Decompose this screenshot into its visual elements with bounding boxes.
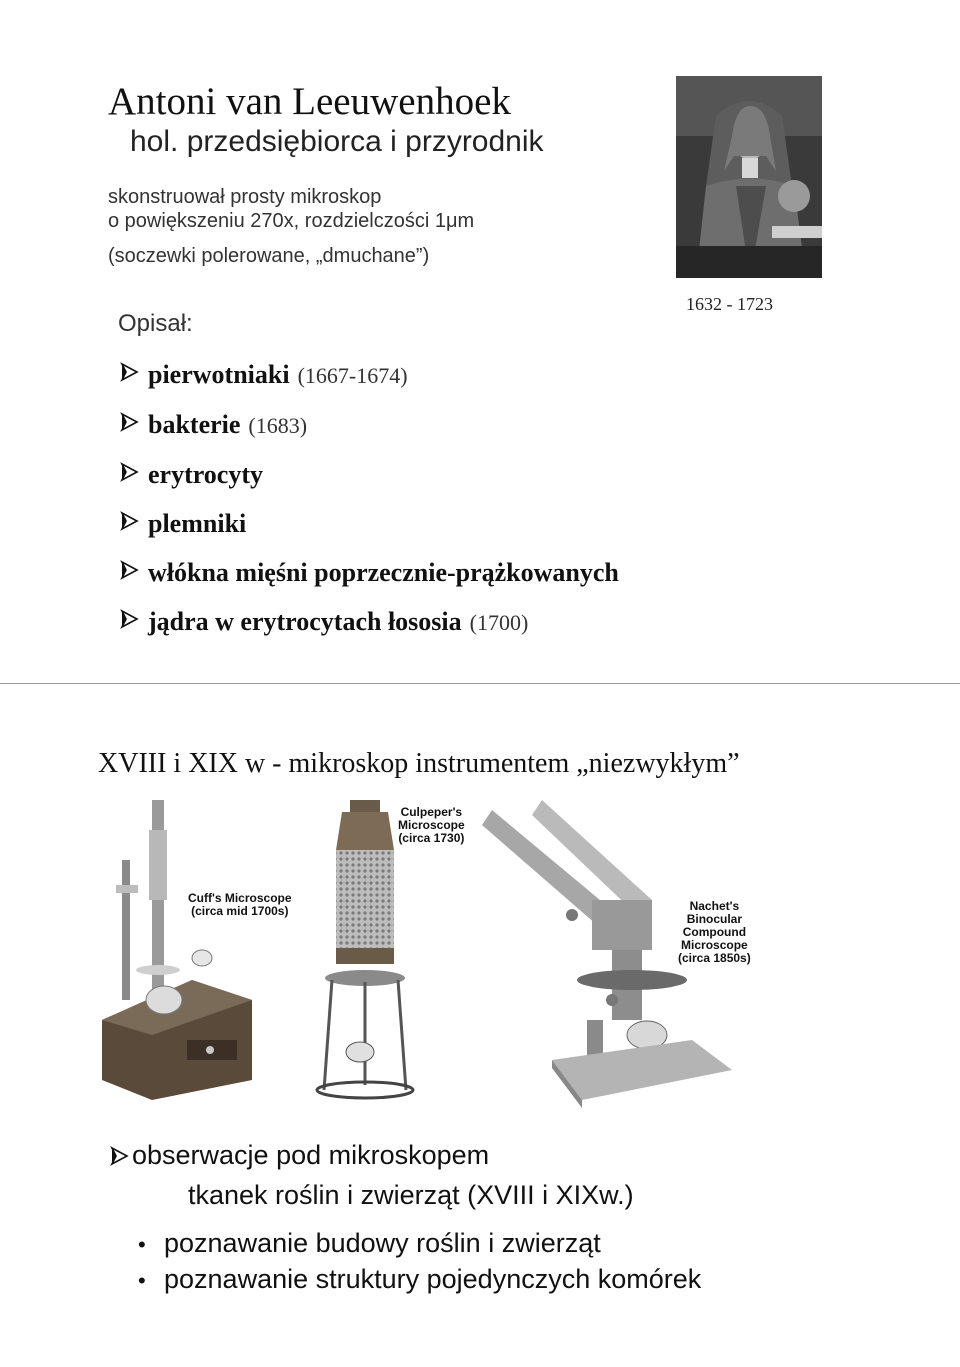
bullet-dot-icon: • <box>138 1232 146 1257</box>
list-item <box>118 509 246 539</box>
list-item-year: (1700) <box>469 610 529 635</box>
list-item-text: jądra w erytrocytach łososia <box>148 607 462 636</box>
list-item-text: plemniki <box>148 509 247 538</box>
list-item-year: (1667-1674) <box>297 363 408 388</box>
list-item-year: (1683) <box>248 413 308 438</box>
description-line-2: o powiększeniu 270x, rozdzielczości 1μm <box>108 210 475 232</box>
list-item-text: poznawanie struktury pojedynczych komórek <box>164 1264 702 1294</box>
arrow-right-bullet-icon <box>118 361 148 383</box>
observations-item <box>108 1140 489 1171</box>
arrow-right-bullet-icon <box>118 510 148 532</box>
description-line-1: skonstruował prosty mikroskop <box>108 186 382 208</box>
slide-title: Antoni van Leeuwenhoek <box>108 80 511 123</box>
list-item <box>138 1264 701 1295</box>
arrow-right-bullet-icon <box>118 461 148 483</box>
nachet-microscope-label: Nachet's Binocular Compound Microscope (circa 1850s) <box>678 899 751 965</box>
arrow-right-bullet-icon <box>108 1145 132 1167</box>
arrow-right-bullet-icon <box>118 608 148 630</box>
portrait-image <box>676 76 822 278</box>
observations-text: obserwacje pod mikroskopem <box>132 1140 490 1170</box>
description-line-3: (soczewki polerowane, „dmuchane”) <box>108 245 430 267</box>
arrow-right-bullet-icon <box>118 559 148 581</box>
life-years: 1632 - 1723 <box>686 294 773 314</box>
list-item <box>118 460 263 490</box>
list-item <box>118 410 307 440</box>
list-item-text: pierwotniaki <box>148 360 290 389</box>
culpeper-microscope-label: Culpeper's Microscope (circa 1730) <box>398 805 465 845</box>
list-item-text: poznawanie budowy roślin i zwierząt <box>164 1228 601 1258</box>
list-item-text: erytrocyty <box>148 460 264 489</box>
cuff-microscope-illustration <box>102 800 252 1100</box>
arrow-right-bullet-icon <box>118 411 148 433</box>
list-item <box>138 1228 601 1259</box>
slide-subtitle: hol. przedsiębiorca i przyrodnik <box>130 125 544 158</box>
list-item-text: włókna mięśni poprzecznie-prążkowanych <box>148 558 619 587</box>
observations-subtext: tkanek roślin i zwierząt (XVIII i XIXw.) <box>188 1180 634 1210</box>
bullet-dot-icon: • <box>138 1268 146 1293</box>
described-heading: Opisał: <box>118 310 193 337</box>
slide-divider <box>0 683 960 684</box>
list-item-text: bakterie <box>148 410 241 439</box>
slide-2-title: XVIII i XIX w - mikroskop instrumentem „niezwykłym” <box>98 748 740 779</box>
list-item <box>118 360 408 390</box>
cuff-microscope-label: Cuff's Microscope (circa mid 1700s) <box>188 891 292 918</box>
list-item <box>118 607 528 637</box>
list-item <box>118 558 619 588</box>
